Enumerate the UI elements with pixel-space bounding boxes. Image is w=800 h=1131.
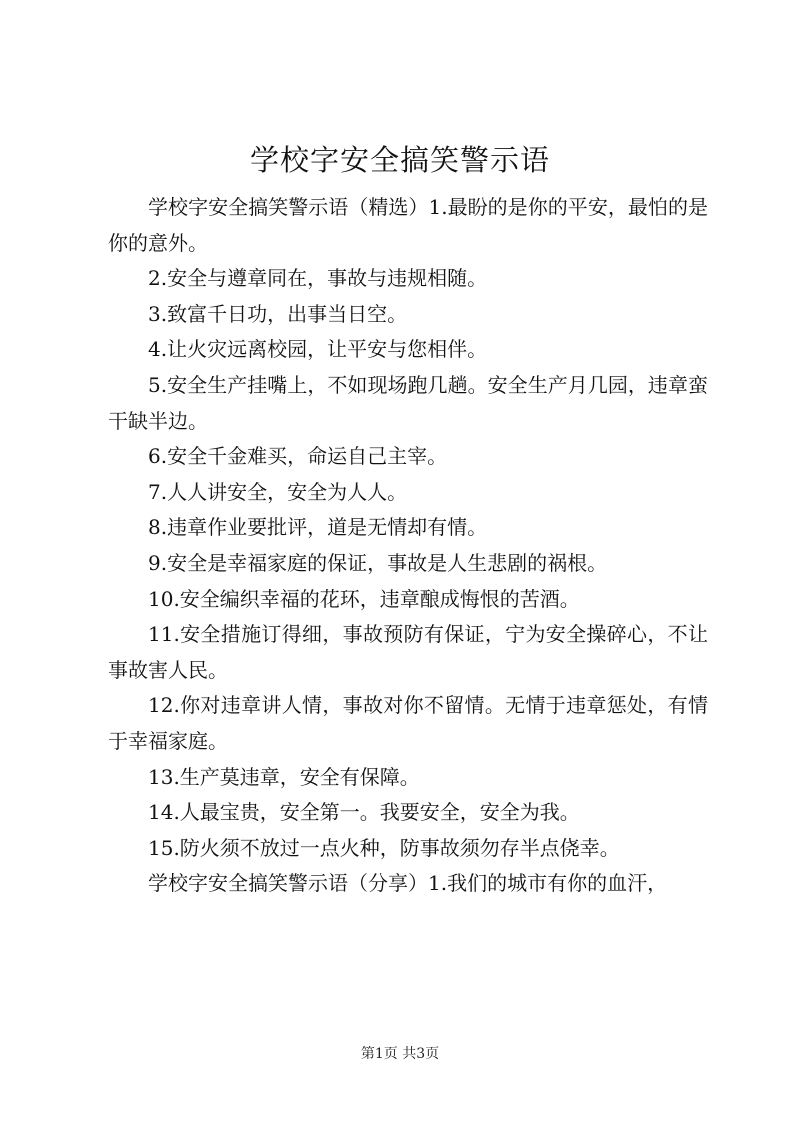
- paragraph: 6.安全千金难买，命运自己主宰。: [148, 444, 448, 469]
- paragraph: 7.人人讲安全，安全为人人。: [148, 479, 408, 504]
- document-body: [108, 190, 708, 902]
- page-footer: 第1页 共3页: [360, 1046, 440, 1062]
- paragraph: 5.安全生产挂嘴上，不如现场跑几趟。安全生产月几园，违章蛮干缺半边。: [108, 372, 708, 433]
- paragraph: 14.人最宝贵，安全第一。我要安全，安全为我。: [148, 800, 580, 825]
- paragraph: 8.违章作业要批评，道是无情却有情。: [148, 515, 488, 540]
- paragraph: 11.安全措施订得细，事故预防有保证，宁为安全操碎心，不让事故害人民。: [108, 622, 708, 682]
- document-title: 学校字安全搞笑警示语: [249, 143, 550, 177]
- paragraph: 学校字安全搞笑警示语（精选）1.最盼的是你的平安，最怕的是你的意外。: [108, 195, 708, 255]
- paragraph: 2.安全与遵章同在，事故与违规相随。: [148, 266, 488, 291]
- paragraph: 15.防火须不放过一点火种，防事故须勿存半点侥幸。: [148, 835, 620, 860]
- paragraph: 9.安全是幸福家庭的保证，事故是人生悲剧的祸根。: [148, 550, 608, 575]
- paragraph: 3.致富千日功，出事当日空。: [148, 301, 408, 326]
- paragraph: 10.安全编织幸福的花环，违章酿成悔恨的苦酒。: [148, 586, 580, 611]
- paragraph: 12.你对违章讲人情，事故对你不留情。无情于违章惩处，有情于幸福家庭。: [108, 693, 708, 753]
- paragraph: 13.生产莫违章，安全有保障。: [148, 764, 420, 789]
- paragraph: 学校字安全搞笑警示语（分享）1.我们的城市有你的血汗，: [148, 871, 668, 896]
- paragraph: 4.让火灾远离校园，让平安与您相伴。: [148, 337, 488, 362]
